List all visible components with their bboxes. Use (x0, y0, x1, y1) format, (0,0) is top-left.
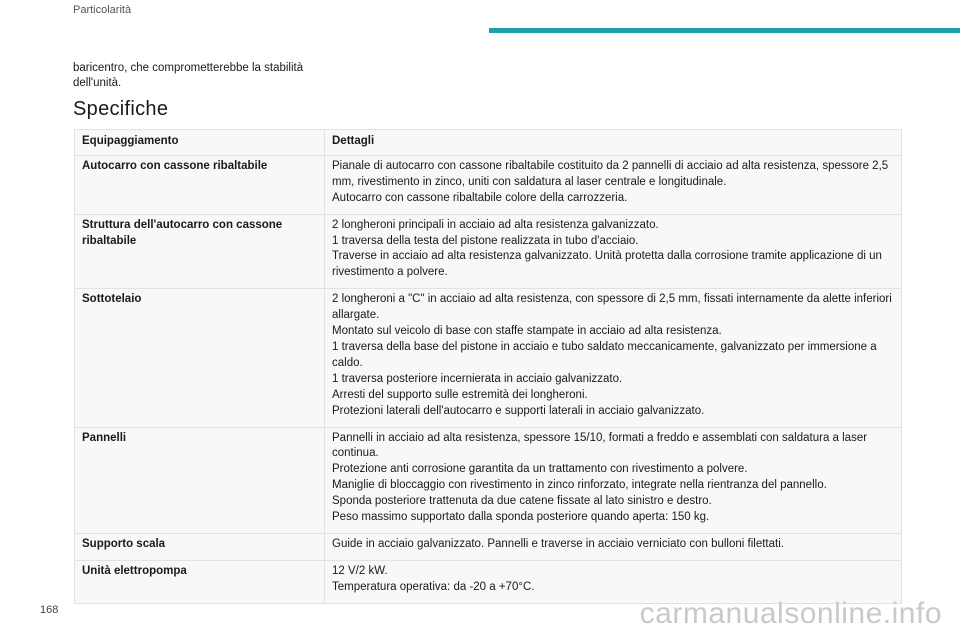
details-cell (325, 427, 902, 533)
page-number: 168 (40, 604, 59, 616)
equipment-cell: Sottotelaio (75, 289, 325, 427)
detail-line: Traverse in acciaio ad alta resistenza galvanizzato. Unità protetta dalla corrosione tramite applicazione di un rivestimento a polvere. (332, 250, 882, 279)
detail-line: 12 V/2 kW. (332, 564, 388, 577)
detail-line: Guide in acciaio galvanizzato. Pannelli e traverse in acciaio verniciato con bulloni filettati. (332, 537, 784, 550)
details-cell (325, 155, 902, 214)
table-body (75, 155, 902, 603)
detail-line: 2 longheroni principali in acciaio ad alta resistenza galvanizzato. (332, 218, 659, 231)
details-cell (325, 289, 902, 427)
table-header-row (75, 130, 902, 156)
details-cell (325, 533, 902, 560)
detail-line: Sponda posteriore trattenuta da due catene fissate al lato sinistro e destro. (332, 495, 712, 508)
equipment-cell: Struttura dell'autocarro con cassone ribaltabile (75, 214, 325, 289)
details-cell (325, 214, 902, 289)
equipment-cell: Supporto scala (75, 533, 325, 560)
specifications-table (74, 129, 902, 604)
table-row (75, 427, 902, 533)
column-header-details: Dettagli (325, 130, 902, 156)
detail-line: 2 longheroni a "C" in acciaio ad alta resistenza, con spessore di 2,5 mm, fissati internamente da alette inferiori allargate. (332, 293, 892, 322)
table-row (75, 155, 902, 214)
detail-line: Maniglie di bloccaggio con rivestimento in zinco rinforzato, integrate nella rientranza del pannello. (332, 479, 827, 492)
section-accent-bar (489, 28, 960, 33)
table-row (75, 289, 902, 427)
detail-line: Protezione anti corrosione garantita da un trattamento con rivestimento a polvere. (332, 463, 748, 476)
detail-line: Temperatura operativa: da -20 a +70°C. (332, 580, 535, 593)
detail-line: Arresti del supporto sulle estremità dei longheroni. (332, 388, 588, 401)
detail-line: Montato sul veicolo di base con staffe stampate in acciaio ad alta resistenza. (332, 325, 722, 338)
section-label: Particolarità (73, 4, 132, 16)
detail-line: 1 traversa della testa del pistone realizzata in tubo d'acciaio. (332, 234, 639, 247)
table-row (75, 533, 902, 560)
detail-line: Protezioni laterali dell'autocarro e supporti laterali in acciaio galvanizzato. (332, 404, 705, 417)
detail-line: Pianale di autocarro con cassone ribaltabile costituito da 2 pannelli di acciaio ad alta resistenza, spessore 2,5 mm, rivestimento in zinco, uniti con saldatura al laser centrale e longitudinale. (332, 159, 889, 188)
detail-line: Pannelli in acciaio ad alta resistenza, spessore 15/10, formati a freddo e assemblati con saldatura a laser continua. (332, 431, 868, 460)
equipment-cell: Pannelli (75, 427, 325, 533)
equipment-cell: Autocarro con cassone ribaltabile (75, 155, 325, 214)
page-title: Specifiche (73, 98, 169, 120)
detail-line: 1 traversa della base del pistone in acciaio e tubo saldato meccanicamente, galvanizzato per immersione a caldo. (332, 340, 877, 369)
watermark: carmanualsonline.info (639, 597, 942, 630)
detail-line: Autocarro con cassone ribaltabile colore della carrozzeria. (332, 191, 628, 204)
intro-paragraph: baricentro, che comprometterebbe la stabilità dell'unità. (73, 62, 304, 89)
equipment-cell: Unità elettropompa (75, 560, 325, 603)
detail-line: Peso massimo supportato dalla sponda posteriore quando aperta: 150 kg. (332, 511, 710, 524)
column-header-equipment: Equipaggiamento (75, 130, 325, 156)
table-row (75, 214, 902, 289)
detail-line: 1 traversa posteriore incernierata in acciaio galvanizzato. (332, 372, 623, 385)
